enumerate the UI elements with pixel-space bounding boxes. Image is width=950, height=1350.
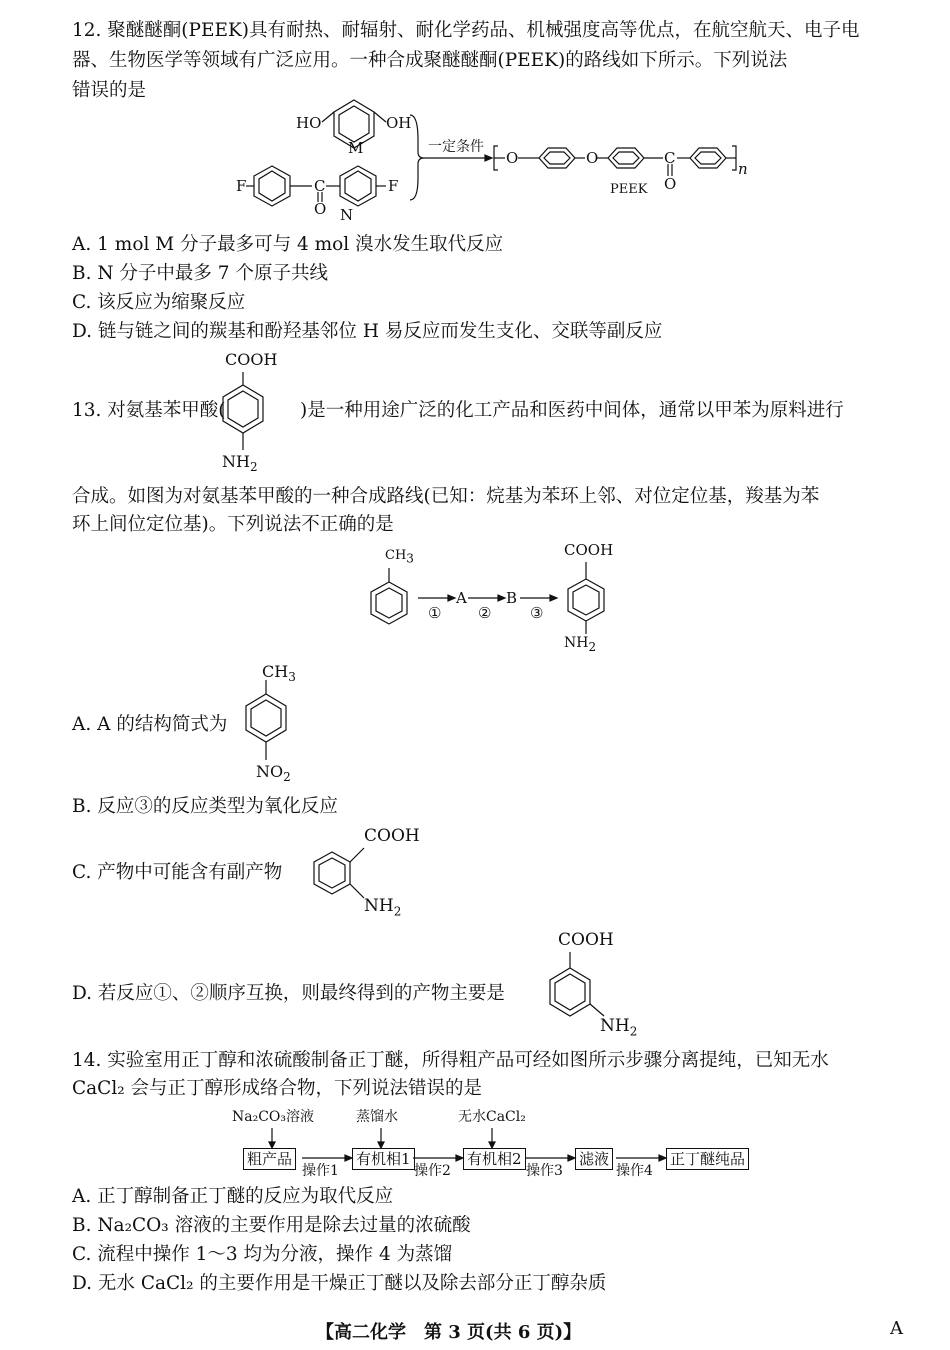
flow-op3: 操作3: [526, 1163, 563, 1179]
q14-stem-line1: 14. 实验室用正丁醇和浓硫酸制备正丁醚，所得粗产品可经如图所示步骤分离提纯，已知无水: [72, 1050, 829, 1071]
peek-label: PEEK: [610, 182, 648, 197]
opt-d-ring: [550, 968, 590, 1016]
reaction-condition: 一定条件: [428, 139, 484, 155]
flow-op4: 操作4: [616, 1163, 653, 1179]
reagent-water: 蒸馏水: [356, 1109, 398, 1125]
q13-stem-cooh: COOH: [225, 350, 278, 369]
peek-ring-1: [539, 148, 575, 168]
q13-stem-line2: 合成。如图为对氨基苯甲酸的一种合成路线(已知：烷基为苯环上邻、对位定位基，羧基为苯: [72, 486, 820, 507]
m-oh-label: OH: [386, 114, 412, 132]
toluene-ring: [371, 582, 407, 624]
route-cooh: COOH: [564, 541, 614, 559]
q12-option-d: D. 链与链之间的羰基和酚羟基邻位 H 易反应而发生支化、交联等副反应: [72, 321, 663, 342]
route-step-3: ③: [530, 604, 544, 622]
n-right-ring: [340, 166, 376, 206]
q12-option-a: A. 1 mol M 分子最多可与 4 mol 溴水发生取代反应: [72, 234, 504, 255]
flow-box-filtrate: 滤液: [575, 1148, 613, 1170]
route-a: A: [456, 589, 467, 607]
flow-op2: 操作2: [414, 1163, 451, 1179]
n-left-ring: [254, 166, 290, 206]
peek-ring-2: [608, 148, 644, 168]
m-label: M: [348, 139, 364, 157]
peek-o1: O: [506, 149, 519, 167]
opt-a-ring: [246, 694, 286, 742]
route-b: B: [506, 589, 518, 607]
m-ho-label: HO: [296, 114, 322, 132]
opt-a-ch3: $CH_3$: [262, 662, 296, 685]
q13-option-b: B. 反应③的反应类型为氧化反应: [72, 796, 338, 817]
q12-stem-line2: 器、生物医学等领域有广泛应用。一种合成聚醚醚酮(PEEK)的路线如下所示。下列说法: [72, 50, 788, 71]
q14-stem-line2: CaCl₂ 会与正丁醇形成络合物，下列说法错误的是: [72, 1078, 483, 1099]
paper-version: A: [890, 1318, 903, 1339]
flow-op1: 操作1: [302, 1163, 339, 1179]
peek-n: n: [738, 160, 748, 178]
q14-option-c: C. 流程中操作 1～3 均为分液，操作 4 为蒸馏: [72, 1244, 453, 1265]
n-label: N: [340, 206, 354, 224]
n-c-label: C: [314, 177, 326, 195]
flow-box-organic2: 有机相2: [463, 1148, 526, 1170]
q12-stem-line3: 错误的是: [72, 80, 147, 101]
q13-stem-line1-b: )是一种用途广泛的化工产品和医药中间体，通常以甲苯为原料进行: [300, 400, 844, 421]
q13-stem-line1-a: 13. 对氨基苯甲酸(: [72, 400, 226, 421]
n-f-right: F: [388, 177, 399, 195]
q14-option-b: B. Na₂CO₃ 溶液的主要作用是除去过量的浓硫酸: [72, 1215, 471, 1236]
peek-ring-3: [690, 148, 726, 168]
q13-stem-line3: 环上间位定位基)。下列说法不正确的是: [72, 514, 394, 535]
q13-option-d: D. 若反应①、②顺序互换，则最终得到的产物主要是: [72, 983, 505, 1004]
opt-c-ring: [314, 852, 350, 894]
route-nh2: $NH_2$: [564, 635, 597, 654]
opt-d-cooh: COOH: [558, 930, 614, 950]
opt-c-nh2: $NH_2$: [364, 896, 402, 919]
q13-option-c: C. 产物中可能含有副产物: [72, 862, 283, 883]
route-step-1: ①: [428, 604, 442, 622]
q12-stem-line1: 12. 聚醚醚酮(PEEK)具有耐热、耐辐射、耐化学药品、机械强度高等优点，在航空航天、电子电: [72, 20, 860, 41]
peek-o2: O: [586, 149, 599, 167]
peek-carbonyl-o: O: [664, 175, 677, 193]
q13-inline-ring: [223, 385, 263, 433]
q13-stem-nh2: $NH_2$: [222, 452, 258, 475]
n-o-label: O: [314, 200, 327, 218]
n-f-left: F: [236, 177, 247, 195]
page-footer: 【高二化学 第 3 页(共 6 页)】: [316, 1322, 582, 1343]
route-step-2: ②: [478, 604, 492, 622]
flow-box-organic1: 有机相1: [352, 1148, 415, 1170]
opt-d-nh2: $NH_2$: [600, 1016, 638, 1039]
q14-option-a: A. 正丁醇制备正丁醚的反应为取代反应: [72, 1186, 394, 1207]
route-ch3: $CH_3$: [385, 548, 414, 566]
flow-box-pure: 正丁醚纯品: [666, 1148, 749, 1170]
q13-option-a: A. A 的结构简式为: [72, 714, 228, 735]
reagent-cacl2: 无水CaCl₂: [458, 1109, 526, 1125]
opt-a-no2: $NO_2$: [256, 762, 291, 785]
q14-option-d: D. 无水 CaCl₂ 的主要作用是干燥正丁醚以及除去部分正丁醇杂质: [72, 1273, 607, 1294]
peek-c: C: [664, 149, 676, 167]
reagent-na2co3: Na₂CO₃溶液: [232, 1109, 315, 1125]
q12-option-c: C. 该反应为缩聚反应: [72, 292, 246, 313]
q12-option-b: B. N 分子中最多 7 个原子共线: [72, 263, 328, 284]
flow-box-crude: 粗产品: [243, 1148, 296, 1170]
opt-c-cooh: COOH: [364, 826, 420, 846]
product-ring: [568, 579, 604, 621]
